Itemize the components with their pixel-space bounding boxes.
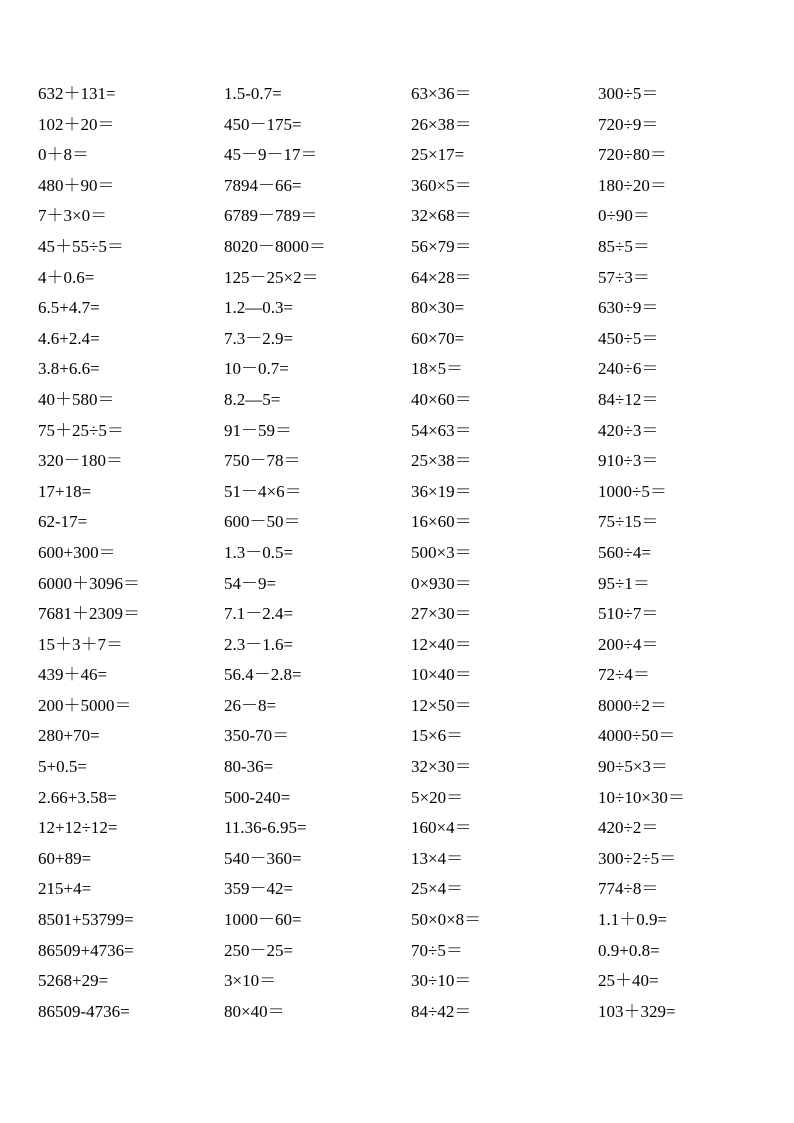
arithmetic-problem: 0＋8＝ bbox=[38, 145, 89, 165]
arithmetic-problem: 54－9= bbox=[224, 573, 277, 593]
arithmetic-problem: 12+12÷12= bbox=[38, 818, 118, 838]
arithmetic-problem: 2.3－1.6= bbox=[224, 634, 294, 654]
arithmetic-problem: 11.36-6.95= bbox=[224, 818, 307, 838]
arithmetic-problem: 103＋329= bbox=[598, 1001, 676, 1021]
arithmetic-problem: 1.3－0.5= bbox=[224, 542, 294, 562]
arithmetic-problem: 54×63＝ bbox=[411, 420, 472, 440]
arithmetic-problem: 72÷4＝ bbox=[598, 665, 650, 685]
arithmetic-problem: 45＋55÷5＝ bbox=[38, 236, 124, 256]
arithmetic-problem: 240÷6＝ bbox=[598, 359, 659, 379]
arithmetic-problem: 45－9－17＝ bbox=[224, 145, 318, 165]
arithmetic-problem: 86509+4736= bbox=[38, 940, 134, 960]
arithmetic-problem: 64×28＝ bbox=[411, 267, 472, 287]
arithmetic-problem: 420÷3＝ bbox=[598, 420, 659, 440]
arithmetic-problem: 510÷7＝ bbox=[598, 604, 659, 624]
arithmetic-problem: 480＋90＝ bbox=[38, 175, 115, 195]
arithmetic-problem: 60+89= bbox=[38, 848, 92, 868]
arithmetic-problem: 36×19＝ bbox=[411, 481, 472, 501]
arithmetic-problem: 774÷8＝ bbox=[598, 879, 659, 899]
arithmetic-problem: 63×36＝ bbox=[411, 84, 472, 103]
arithmetic-problem: 200÷4＝ bbox=[598, 634, 659, 654]
arithmetic-problem: 320－180＝ bbox=[38, 451, 123, 471]
arithmetic-problem: 91－59＝ bbox=[224, 420, 292, 440]
arithmetic-problem: 90÷5×3＝ bbox=[598, 757, 668, 777]
arithmetic-problem: 420÷2＝ bbox=[598, 818, 659, 838]
arithmetic-problem: 75÷15＝ bbox=[598, 512, 659, 532]
arithmetic-problem: 500×3＝ bbox=[411, 542, 472, 562]
arithmetic-problem: 2.66+3.58= bbox=[38, 787, 117, 807]
arithmetic-problem: 6789－789＝ bbox=[224, 206, 318, 226]
arithmetic-problem: 439＋46= bbox=[38, 665, 108, 685]
arithmetic-problem: 0.9+0.8= bbox=[598, 940, 660, 960]
arithmetic-problem: 26－8= bbox=[224, 695, 277, 715]
arithmetic-problem: 84÷12＝ bbox=[598, 389, 659, 409]
arithmetic-problem: 560÷4= bbox=[598, 542, 651, 562]
arithmetic-problem: 25×38＝ bbox=[411, 451, 472, 471]
arithmetic-problem: 86509-4736= bbox=[38, 1001, 130, 1021]
arithmetic-problem: 3.8+6.6= bbox=[38, 359, 100, 379]
arithmetic-problem: 80-36= bbox=[224, 757, 274, 777]
arithmetic-problem: 250－25= bbox=[224, 940, 294, 960]
arithmetic-problem: 17+18= bbox=[38, 481, 92, 501]
arithmetic-problem: 4000÷50＝ bbox=[598, 726, 676, 746]
arithmetic-problem: 80×30= bbox=[411, 298, 465, 318]
arithmetic-problem: 1000－60= bbox=[224, 910, 302, 930]
arithmetic-problem: 57÷3＝ bbox=[598, 267, 650, 287]
arithmetic-problem: 450÷5＝ bbox=[598, 328, 659, 348]
problem-column-2 bbox=[224, 79, 409, 1027]
arithmetic-problem: 25×4＝ bbox=[411, 879, 464, 899]
arithmetic-problem: 500-240= bbox=[224, 787, 291, 807]
arithmetic-problem: 102＋20＝ bbox=[38, 114, 115, 134]
arithmetic-problem: 70÷5＝ bbox=[411, 940, 463, 960]
arithmetic-problem: 0÷90＝ bbox=[598, 206, 650, 226]
arithmetic-problem: 8501+53799= bbox=[38, 910, 134, 930]
arithmetic-problem: 60×70= bbox=[411, 328, 465, 348]
arithmetic-problem: 10－0.7= bbox=[224, 359, 289, 379]
arithmetic-problem: 1.5-0.7= bbox=[224, 84, 282, 103]
arithmetic-problem: 720÷80＝ bbox=[598, 145, 667, 165]
arithmetic-problem: 12×40＝ bbox=[411, 634, 472, 654]
arithmetic-problem: 16×60＝ bbox=[411, 512, 472, 532]
arithmetic-problem: 1.2—0.3= bbox=[224, 298, 294, 318]
arithmetic-problem: 720÷9＝ bbox=[598, 114, 659, 134]
arithmetic-problem: 750－78＝ bbox=[224, 451, 301, 471]
arithmetic-problem: 0×930＝ bbox=[411, 573, 472, 593]
arithmetic-problem: 56×79＝ bbox=[411, 236, 472, 256]
arithmetic-problem: 40×60＝ bbox=[411, 389, 472, 409]
arithmetic-problem: 5+0.5= bbox=[38, 757, 87, 777]
arithmetic-problem: 5×20＝ bbox=[411, 787, 464, 807]
arithmetic-problem: 300÷2÷5＝ bbox=[598, 848, 677, 868]
arithmetic-problem: 25×17= bbox=[411, 145, 465, 165]
arithmetic-problem: 62-17= bbox=[38, 512, 88, 532]
arithmetic-problem: 4＋0.6= bbox=[38, 267, 95, 287]
arithmetic-problem: 84÷42＝ bbox=[411, 1001, 472, 1021]
arithmetic-problem: 26×38＝ bbox=[411, 114, 472, 134]
arithmetic-problem: 450－175= bbox=[224, 114, 302, 134]
arithmetic-problem: 632＋131= bbox=[38, 84, 116, 103]
arithmetic-problem: 6.5+4.7= bbox=[38, 298, 100, 318]
arithmetic-problem: 8020－8000＝ bbox=[224, 236, 326, 256]
arithmetic-problem: 7894－66= bbox=[224, 175, 302, 195]
arithmetic-problem: 12×50＝ bbox=[411, 695, 472, 715]
arithmetic-problem: 85÷5＝ bbox=[598, 236, 650, 256]
arithmetic-problem: 8.2—5= bbox=[224, 389, 281, 409]
arithmetic-problem: 80×40＝ bbox=[224, 1001, 285, 1021]
arithmetic-problem: 50×0×8＝ bbox=[411, 910, 482, 930]
arithmetic-problem: 7.1－2.4= bbox=[224, 604, 294, 624]
arithmetic-problem: 30÷10＝ bbox=[411, 971, 472, 991]
arithmetic-problem: 1000÷5＝ bbox=[598, 481, 667, 501]
arithmetic-problem: 215+4= bbox=[38, 879, 92, 899]
problem-column-1 bbox=[38, 79, 223, 1027]
arithmetic-problem: 51－4×6＝ bbox=[224, 481, 302, 501]
arithmetic-problem: 6000＋3096＝ bbox=[38, 573, 140, 593]
arithmetic-problem: 600+300＝ bbox=[38, 542, 116, 562]
arithmetic-problem: 160×4＝ bbox=[411, 818, 472, 838]
arithmetic-problem: 27×30＝ bbox=[411, 604, 472, 624]
arithmetic-problem: 15×6＝ bbox=[411, 726, 464, 746]
arithmetic-problem: 4.6+2.4= bbox=[38, 328, 100, 348]
arithmetic-problem: 3×10＝ bbox=[224, 971, 277, 991]
arithmetic-problem: 125－25×2＝ bbox=[224, 267, 319, 287]
arithmetic-problem: 56.4－2.8= bbox=[224, 665, 302, 685]
arithmetic-problem: 5268+29= bbox=[38, 971, 109, 991]
arithmetic-problem: 75＋25÷5＝ bbox=[38, 420, 124, 440]
arithmetic-problem: 300÷5＝ bbox=[598, 84, 659, 103]
arithmetic-problem: 13×4＝ bbox=[411, 848, 464, 868]
arithmetic-problem: 280+70= bbox=[38, 726, 100, 746]
arithmetic-problem: 95÷1＝ bbox=[598, 573, 650, 593]
arithmetic-problem: 10×40＝ bbox=[411, 665, 472, 685]
arithmetic-problem: 7.3－2.9= bbox=[224, 328, 294, 348]
arithmetic-problem: 350-70＝ bbox=[224, 726, 290, 746]
arithmetic-problem: 32×68＝ bbox=[411, 206, 472, 226]
arithmetic-problem: 1.1＋0.9= bbox=[598, 910, 668, 930]
arithmetic-problem: 360×5＝ bbox=[411, 175, 472, 195]
arithmetic-problem: 359－42= bbox=[224, 879, 294, 899]
arithmetic-problem: 15＋3＋7＝ bbox=[38, 634, 123, 654]
problem-column-4 bbox=[598, 79, 783, 1027]
arithmetic-problem: 600－50＝ bbox=[224, 512, 301, 532]
arithmetic-problem: 540－360= bbox=[224, 848, 302, 868]
problem-column-3 bbox=[411, 79, 596, 1027]
arithmetic-problem: 180÷20＝ bbox=[598, 175, 667, 195]
arithmetic-problem: 630÷9＝ bbox=[598, 298, 659, 318]
arithmetic-problem: 8000÷2＝ bbox=[598, 695, 667, 715]
arithmetic-problem: 910÷3＝ bbox=[598, 451, 659, 471]
arithmetic-problem: 200＋5000＝ bbox=[38, 695, 132, 715]
arithmetic-problem: 32×30＝ bbox=[411, 757, 472, 777]
arithmetic-problem: 10÷10×30＝ bbox=[598, 787, 685, 807]
arithmetic-problem: 40＋580＝ bbox=[38, 389, 115, 409]
arithmetic-problem: 7681＋2309＝ bbox=[38, 604, 140, 624]
arithmetic-problem: 25＋40= bbox=[598, 971, 659, 991]
arithmetic-problem: 18×5＝ bbox=[411, 359, 464, 379]
arithmetic-problem: 7＋3×0＝ bbox=[38, 206, 108, 226]
